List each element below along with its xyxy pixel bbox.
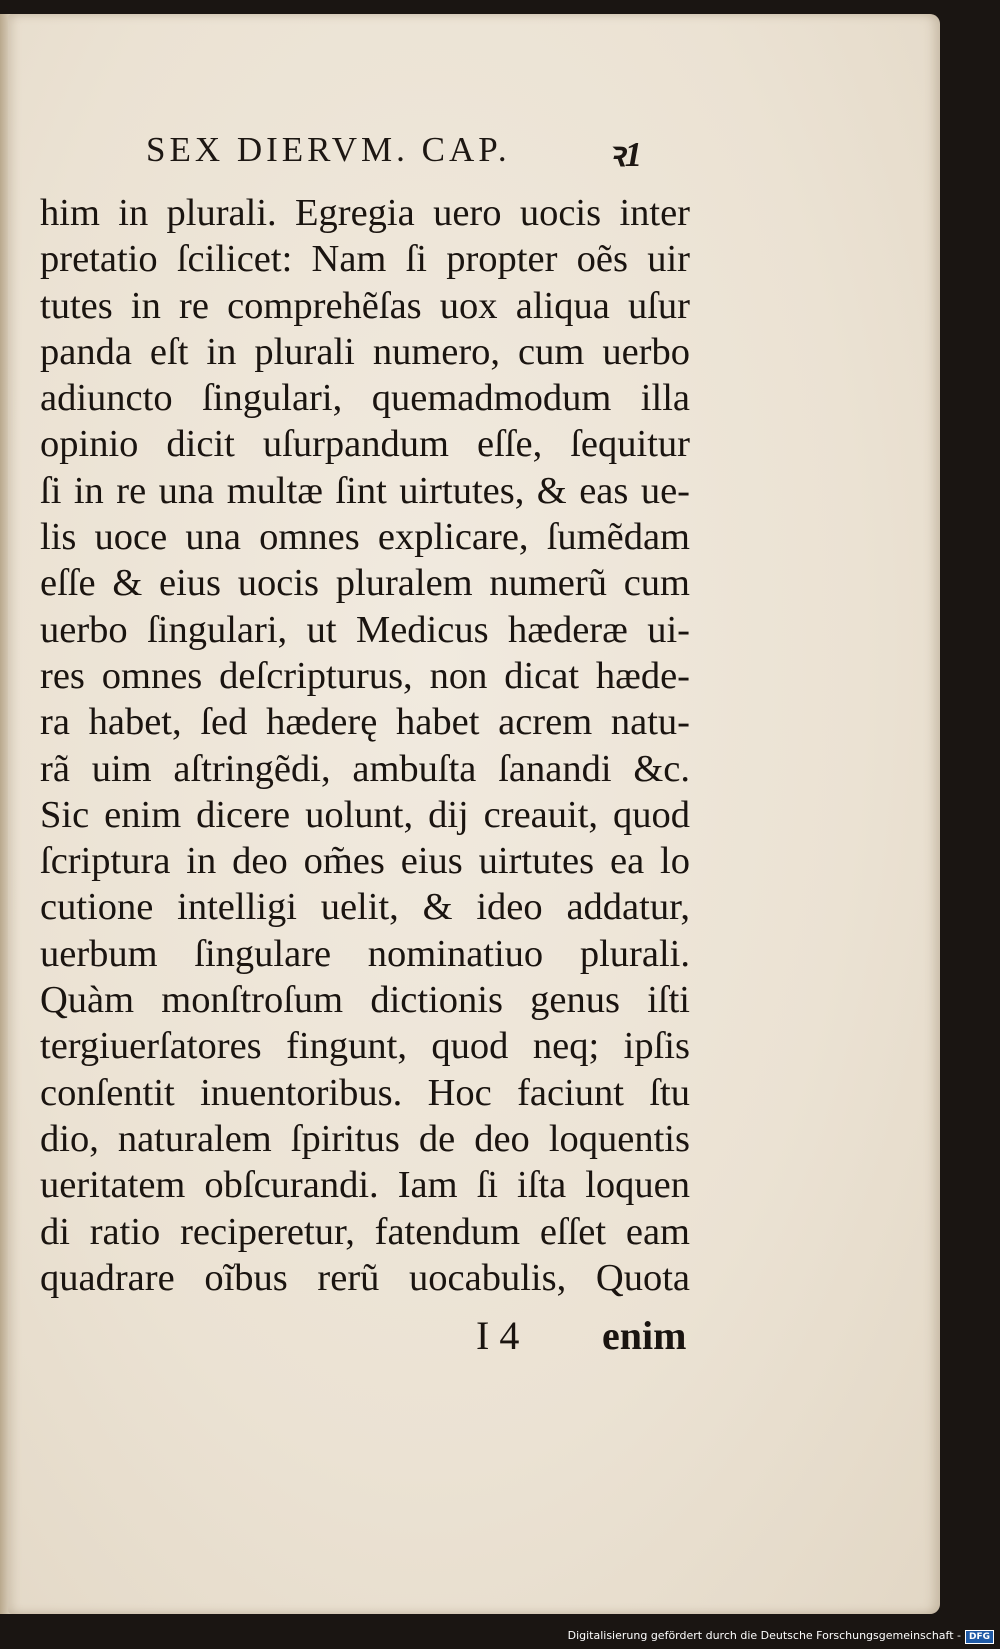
signature-mark: I 4: [476, 1313, 520, 1358]
text-line: tergiuerſatores fingunt, quod neq; ipſis: [40, 1025, 690, 1068]
text-line: Sic enim dicere uolunt, dij creauit, quod: [40, 793, 690, 836]
catchword: enim: [602, 1313, 687, 1358]
text-line: lis uoce una omnes explicare, ſumẽdam: [40, 516, 690, 559]
text-line: uerbo ſingulari, ut Medicus hæderæ ui-: [40, 608, 690, 651]
text-line: eſſe & eius uocis pluralem numerũ cum: [40, 562, 690, 605]
folio-number: ꝛ1: [608, 135, 643, 174]
text-line: Quàm monſtroſum dictionis genus iſti: [40, 979, 690, 1022]
text-line: ſi in re una multæ ſint uirtutes, & eas ue-: [40, 469, 690, 512]
running-head-title: SEX DIERVM. CAP.: [146, 130, 511, 169]
text-line: tutes in re comprehẽſas uox aliqua uſur: [40, 284, 690, 327]
text-line: adiuncto ſingulari, quemadmodum illa: [40, 377, 690, 420]
text-line: him in plurali. Egregia uero uocis inter: [40, 192, 690, 234]
text-line: panda eſt in plurali numero, cum uerbo: [40, 330, 690, 373]
text-line: conſentit inuentoribus. Hoc faciunt ſtu: [40, 1071, 690, 1114]
text-line: dio, naturalem ſpiritus de deo loquentis: [40, 1117, 690, 1160]
text-line: cutione intelligi uelit, & ideo addatur,: [40, 886, 690, 929]
text-line: ueritatem obſcurandi. Iam ſi iſta loquen: [40, 1164, 690, 1207]
text-line: di ratio reciperetur, fatendum eſſet eam: [40, 1210, 690, 1253]
text-line: ra habet, ſed hæderę habet acrem natu-: [40, 701, 690, 744]
dfg-logo: DFG: [965, 1630, 994, 1644]
text-line: ſcriptura in deo om̃es eius uirtutes ea lo: [40, 840, 690, 883]
body-text: [40, 190, 690, 1301]
text-line: uerbum ſingulare nominatiuo plurali.: [40, 932, 690, 975]
text-line: rã uim aſtringẽdi, ambuſta ſanandi &c.: [40, 747, 690, 790]
text-line: opinio dicit uſurpandum eſſe, ſequitur: [40, 423, 690, 466]
digitization-footer: [568, 1629, 994, 1644]
footer-text: Digitalisierung gefördert durch die Deutsche Forschungsgemeinschaft -: [567, 1629, 961, 1642]
text-line: pretatio ſcilicet: Nam ſi propter oẽs uir: [40, 238, 690, 281]
text-line: quadrare oĩbus rerũ uocabulis, Quota: [40, 1256, 690, 1299]
text-line: res omnes deſcripturus, non dicat hæde-: [40, 654, 690, 697]
